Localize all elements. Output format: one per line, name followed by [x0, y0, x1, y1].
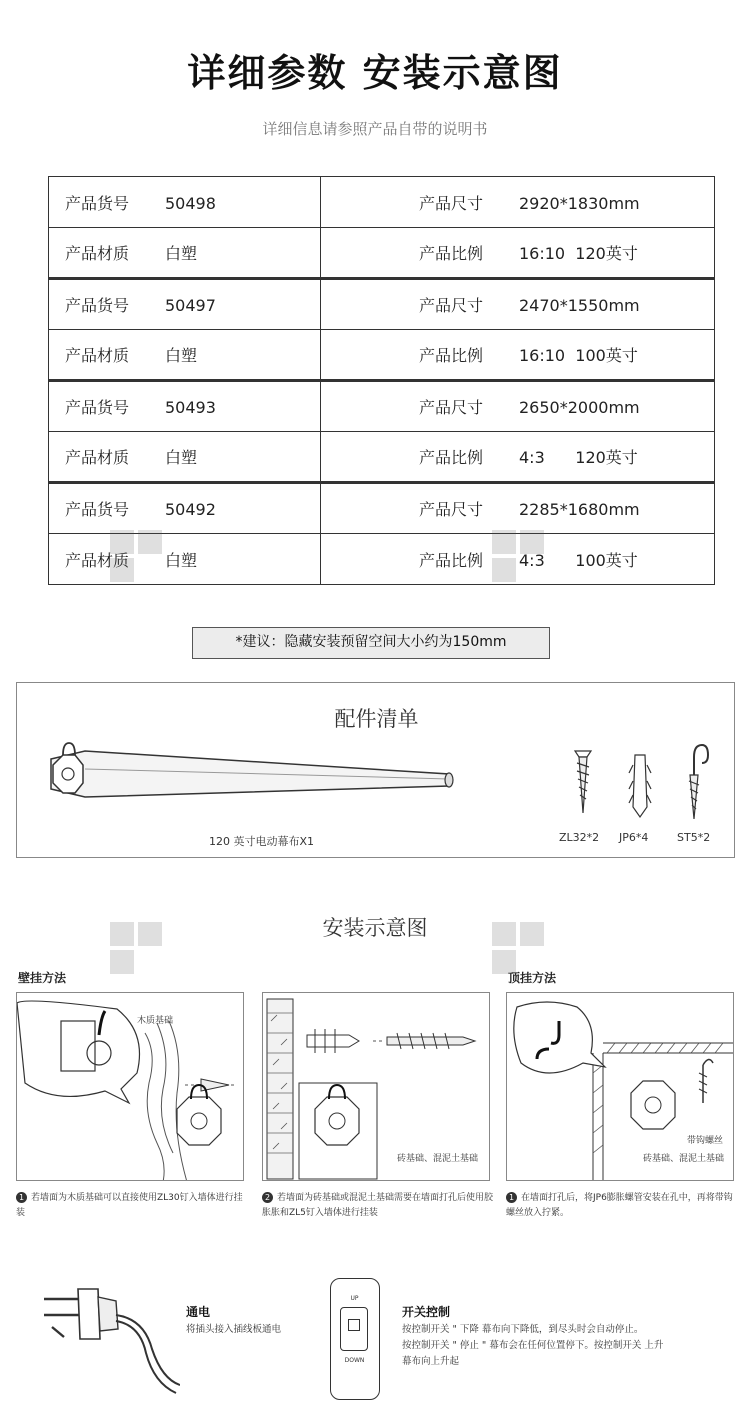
spec-left-value: 白塑: [165, 346, 198, 365]
spec-left-cell: [49, 228, 321, 279]
spec-right-value: 2470*1550mm: [519, 296, 640, 315]
spec-left-label: 产品材质: [65, 448, 130, 467]
watermark-logo: [492, 912, 552, 982]
ceiling-description: [506, 1191, 734, 1221]
wood-wall-illustration: [17, 993, 244, 1181]
spec-right-value: 16:10 100英寸: [519, 346, 638, 365]
switch-button-icon: [348, 1319, 360, 1331]
spec-right-label: 产品尺寸: [419, 193, 484, 213]
spec-left-label: 产品材质: [65, 550, 130, 570]
ceiling-method-label: 顶挂方法: [508, 971, 557, 985]
wall-wood-description: [16, 1191, 244, 1221]
brick-base-caption: 砖基础、混泥土基础: [397, 1154, 479, 1164]
watermark-logo: [110, 520, 170, 590]
spec-left-cell: [49, 279, 321, 330]
spec-left-label: 产品货号: [65, 296, 130, 315]
accessories-title: 配件清单: [334, 707, 419, 731]
spec-right-value: 2920*1830mm: [519, 193, 640, 213]
wall-brick-text: 若墙面为砖基础或混泥土基础需要在墙面打孔后使用胶胀胀和ZL5钉入墙体进行挂装: [262, 1193, 494, 1218]
spec-right-label: 产品尺寸: [419, 500, 484, 519]
spec-left-cell: [49, 381, 321, 432]
spec-row: [49, 279, 715, 330]
spec-right-label: 产品尺寸: [419, 398, 484, 417]
switch-down-label: DOWN: [344, 1357, 365, 1364]
power-title: 通电: [186, 1305, 211, 1319]
spec-right-cell: [321, 432, 715, 483]
spec-right-value: 2285*1680mm: [519, 500, 640, 519]
page-subtitle: 详细信息请参照产品自带的说明书: [262, 120, 488, 138]
spec-row: [49, 228, 715, 279]
spec-left-cell: [49, 432, 321, 483]
screen-caption: 120 英寸电动幕布X1: [209, 835, 315, 848]
watermark-logo: [492, 520, 552, 590]
wall-method-label: 壁挂方法: [18, 971, 67, 985]
wood-base-caption: 木质基础: [137, 1016, 174, 1026]
spec-left-value: 白塑: [165, 448, 198, 467]
switch-up-label: UP: [350, 1295, 359, 1302]
spec-left-value: 50493: [165, 398, 216, 417]
spec-right-label: 产品比例: [419, 346, 484, 365]
spec-left-label: 产品材质: [65, 244, 130, 263]
wall-wood-panel: [16, 992, 244, 1181]
control-switch: [330, 1278, 380, 1400]
spec-left-cell: [49, 483, 321, 534]
ceiling-base-caption: 砖基础、混泥土基础: [643, 1154, 725, 1164]
spec-right-label: 产品比例: [419, 448, 484, 467]
installation-note: *建议：隐藏安装预留空间大小约为150mm: [192, 627, 550, 659]
watermark-logo: [110, 912, 170, 982]
screen-tube-illustration: [45, 741, 465, 821]
spec-left-value: 白塑: [165, 550, 198, 570]
hook-screw-caption: 带钩螺丝: [687, 1136, 724, 1146]
spec-right-label: 产品比例: [419, 550, 484, 570]
spec-right-cell: [321, 279, 715, 330]
spec-left-label: 产品货号: [65, 398, 130, 417]
spec-row: [49, 381, 715, 432]
step-number-badge: 1: [16, 1192, 27, 1203]
spec-left-cell: [49, 177, 321, 228]
switch-title: 开关控制: [402, 1305, 451, 1319]
switch-text-line2: 按控制开关 " 停止 " 幕布会在任何位置停下。按控制开关 上升: [402, 1340, 664, 1351]
accessory-item: JP6*4: [619, 831, 649, 844]
spec-left-cell: [49, 534, 321, 585]
switch-text-line1: 按控制开关 " 下降 幕布向下降低，到尽头时会自动停止。: [402, 1324, 644, 1335]
power-text: 将插头接入插线板通电: [186, 1324, 282, 1335]
accessory-item: ST5*2: [677, 831, 711, 844]
spec-left-label: 产品材质: [65, 346, 130, 365]
spec-left-value: 50497: [165, 296, 216, 315]
hook-screw-icon: [680, 741, 710, 823]
ceiling-panel: [506, 992, 734, 1181]
spec-right-cell: [321, 381, 715, 432]
spec-right-value: 16:10 120英寸: [519, 244, 638, 263]
spec-right-value: 2650*2000mm: [519, 398, 640, 417]
spec-left-cell: [49, 330, 321, 381]
switch-text-line3: 幕布向上升起: [402, 1356, 460, 1367]
page-title: 详细参数 安装示意图: [187, 51, 563, 95]
spec-right-value: 4:3 120英寸: [519, 448, 638, 467]
accessory-item: ZL32*2: [559, 831, 600, 844]
wall-wood-text: 若墙面为木质基础可以直接使用ZL30钉入墙体进行挂装: [16, 1193, 243, 1218]
spec-left-value: 白塑: [165, 244, 198, 263]
spec-left-value: 50492: [165, 500, 216, 519]
installation-title: 安装示意图: [322, 916, 428, 940]
spec-right-cell: [321, 228, 715, 279]
power-plug-illustration: [40, 1285, 180, 1395]
wall-brick-description: [262, 1191, 494, 1221]
step-number-badge: 2: [262, 1192, 273, 1203]
spec-left-label: 产品货号: [65, 193, 130, 213]
spec-left-value: 50498: [165, 193, 216, 213]
accessories-box: [16, 682, 735, 858]
screw-icon: [571, 745, 595, 825]
ceiling-text: 在墙面打孔后，将JP6膨胀螺管安装在孔中，再将带钩螺丝放入拧紧。: [506, 1193, 733, 1218]
spec-row: [49, 432, 715, 483]
spec-right-label: 产品比例: [419, 244, 484, 263]
spec-row: [49, 330, 715, 381]
anchor-icon: [627, 751, 653, 821]
wall-brick-panel: [262, 992, 490, 1181]
spec-right-cell: [321, 177, 715, 228]
spec-right-label: 产品尺寸: [419, 296, 484, 315]
spec-left-label: 产品货号: [65, 500, 130, 519]
spec-right-value: 4:3 100英寸: [519, 550, 638, 570]
step-number-badge: 1: [506, 1192, 517, 1203]
spec-right-cell: [321, 330, 715, 381]
spec-row: [49, 177, 715, 228]
